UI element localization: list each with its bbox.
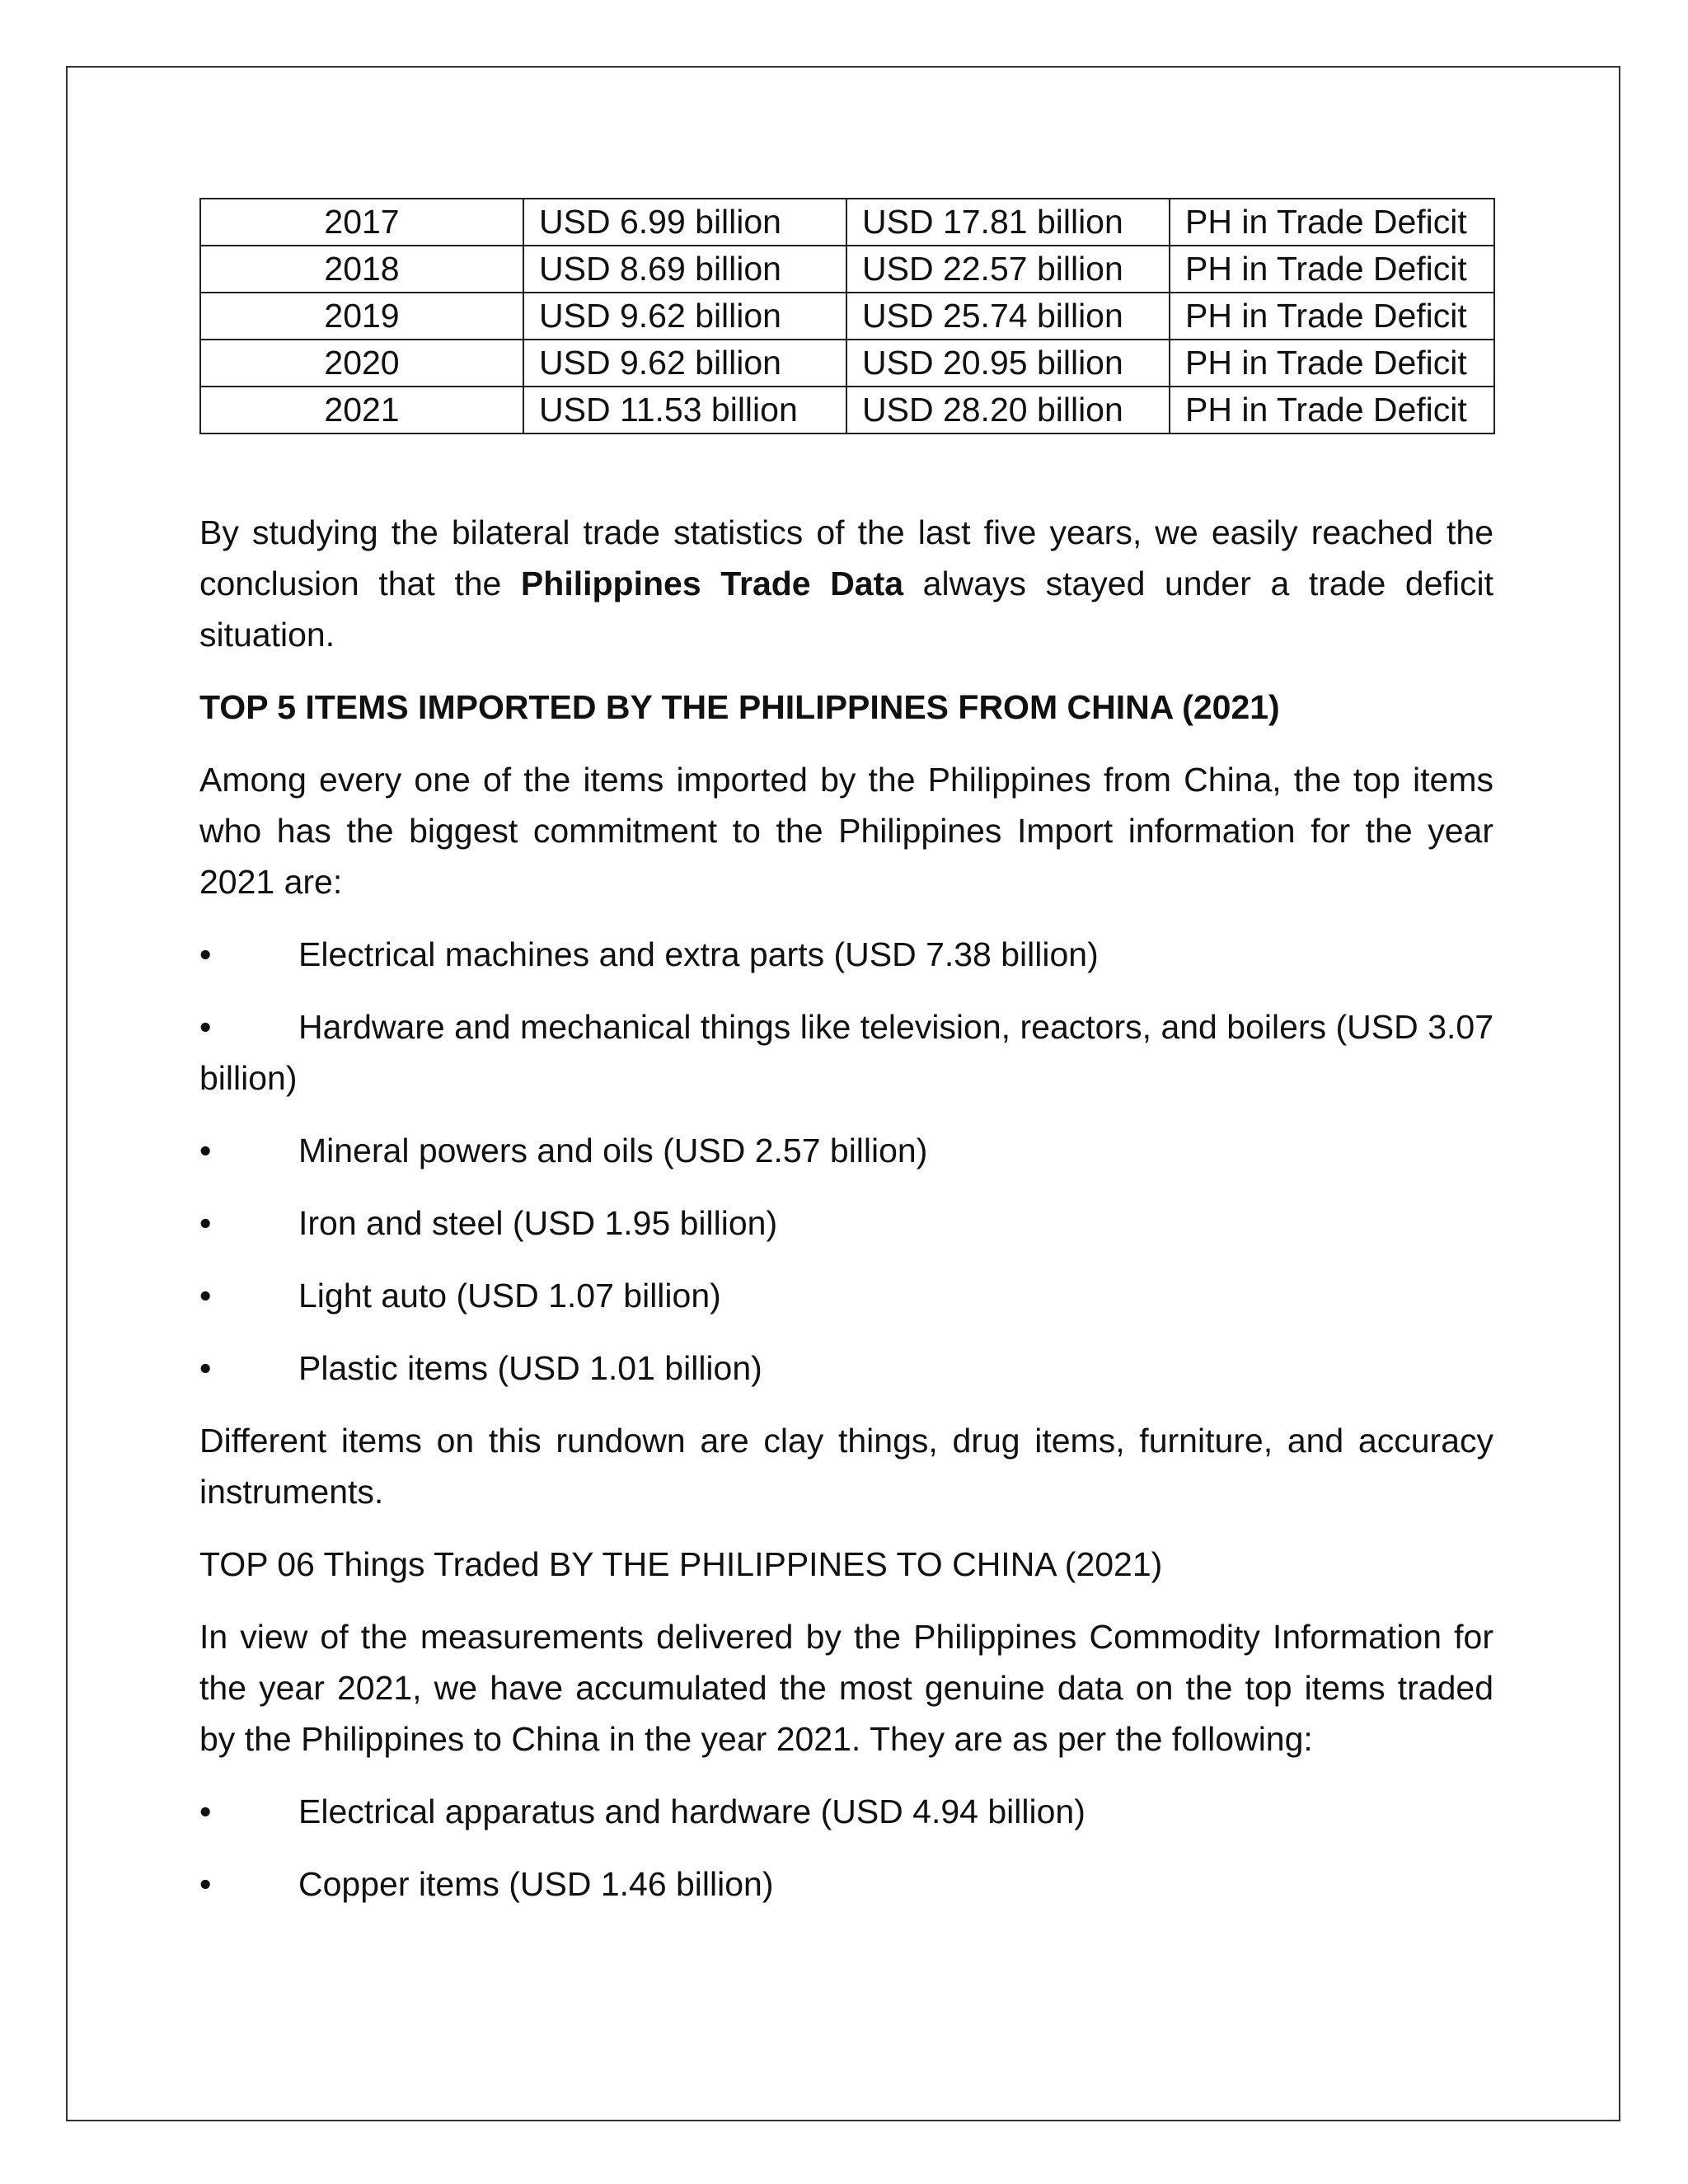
bullet-icon: • (199, 1204, 212, 1242)
imports-intro: Among every one of the items imported by the Philippines from China, the top items who has the biggest commitment to the Philippines Import information for the year 2021 are: (199, 761, 1493, 901)
list-item-text: Iron and steel (USD 1.95 billion) (298, 1204, 778, 1242)
document-body (199, 198, 1493, 1910)
import-cell: USD 28.20 billion (846, 387, 1170, 434)
list-item-text: Copper items (USD 1.46 billion) (298, 1865, 774, 1903)
summary-text-before: By studying the bilateral trade statistics of the last five years, we easily reached the conclusion that the (199, 513, 1493, 602)
table-row (200, 340, 1494, 387)
list-item (199, 1858, 1493, 1910)
list-item-text: Hardware and mechanical things like television, reactors, and boilers (USD 3.07 billion) (199, 1008, 1493, 1097)
list-item-text: Electrical apparatus and hardware (USD 4.94 billion) (298, 1793, 1085, 1830)
table-row (200, 246, 1494, 293)
bullet-icon: • (199, 1277, 212, 1315)
exports-intro: In view of the measurements delivered by the Philippines Commodity Information for the year 2021, we have accumulated the most genuine data on the top items traded by the Philippines to China in the year 2021. They are as per the following: (199, 1618, 1493, 1758)
bullet-icon: • (199, 1865, 212, 1903)
export-cell: USD 11.53 billion (523, 387, 846, 434)
trade-table (199, 198, 1495, 434)
summary-bold-term: Philippines Trade Data (520, 565, 904, 602)
export-cell: USD 6.99 billion (523, 199, 846, 246)
import-cell: USD 25.74 billion (846, 293, 1170, 340)
status-cell: PH in Trade Deficit (1170, 387, 1494, 434)
table-row (200, 293, 1494, 340)
import-cell: USD 17.81 billion (846, 199, 1170, 246)
import-cell: USD 20.95 billion (846, 340, 1170, 387)
bullet-icon: • (199, 1132, 212, 1169)
list-item (199, 1125, 1493, 1176)
year-cell: 2017 (200, 199, 523, 246)
list-item (199, 1270, 1493, 1321)
bullet-icon: • (199, 1008, 212, 1046)
list-item-text: Light auto (USD 1.07 billion) (298, 1277, 721, 1315)
year-cell: 2021 (200, 387, 523, 434)
bullet-icon: • (199, 1793, 212, 1830)
list-item (199, 1197, 1493, 1249)
status-cell: PH in Trade Deficit (1170, 340, 1494, 387)
status-cell: PH in Trade Deficit (1170, 199, 1494, 246)
list-item-text: Mineral powers and oils (USD 2.57 billion) (298, 1132, 928, 1169)
import-cell: USD 22.57 billion (846, 246, 1170, 293)
export-cell: USD 9.62 billion (523, 340, 846, 387)
export-cell: USD 8.69 billion (523, 246, 846, 293)
imports-outro: Different items on this rundown are clay things, drug items, furniture, and accuracy instruments. (199, 1422, 1493, 1511)
list-item (199, 1343, 1493, 1394)
summary-paragraph (199, 507, 1493, 660)
list-item (199, 1001, 1493, 1104)
imports-heading: TOP 5 ITEMS IMPORTED BY THE PHILIPPINES FROM CHINA (2021) (199, 688, 1280, 726)
export-cell: USD 9.62 billion (523, 293, 846, 340)
list-item-text: Electrical machines and extra parts (USD 7.38 billion) (298, 935, 1099, 973)
list-item (199, 929, 1493, 980)
exports-heading: TOP 06 Things Traded BY THE PHILIPPINES TO CHINA (2021) (199, 1545, 1163, 1583)
summary-text-after: always stayed under a trade deficit situation. (199, 565, 1494, 654)
list-item-text: Plastic items (USD 1.01 billion) (298, 1349, 762, 1387)
bullet-icon: • (199, 935, 212, 973)
year-cell: 2019 (200, 293, 523, 340)
list-item (199, 1786, 1493, 1837)
table-row (200, 199, 1494, 246)
year-cell: 2018 (200, 246, 523, 293)
status-cell: PH in Trade Deficit (1170, 246, 1494, 293)
bullet-icon: • (199, 1349, 212, 1387)
year-cell: 2020 (200, 340, 523, 387)
status-cell: PH in Trade Deficit (1170, 293, 1494, 340)
table-row (200, 387, 1494, 434)
